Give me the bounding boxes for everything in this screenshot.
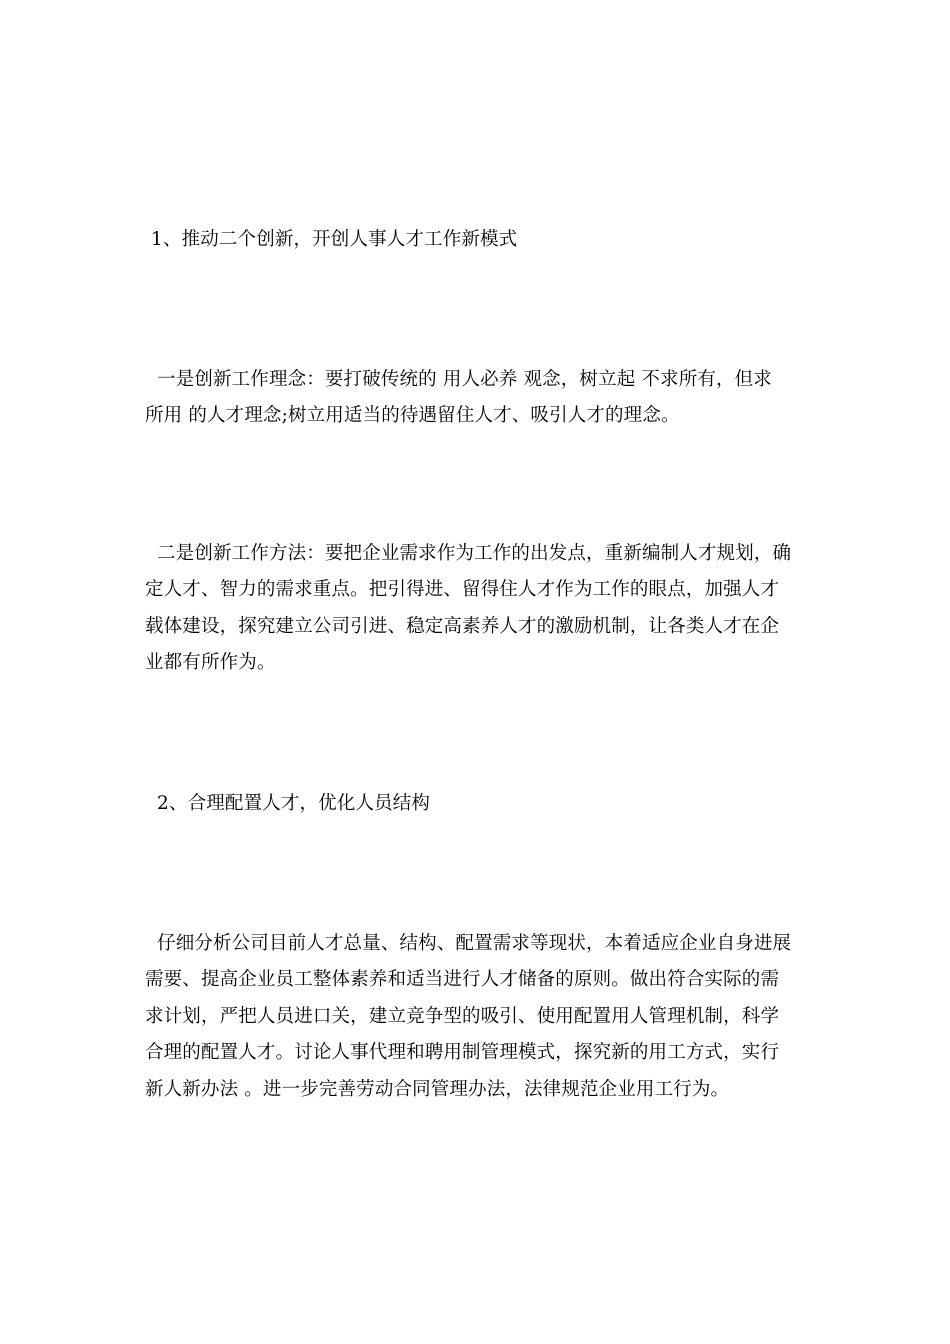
paragraph-2-line-3: 载体建设，探究建立公司引进、稳定高素养人才的激励机制，让各类人才在企 bbox=[145, 616, 780, 637]
paragraph-3-line-5: 新人新办法 。进一步完善劳动合同管理办法，法律规范企业用工行为。 bbox=[145, 1079, 730, 1100]
paragraph-2-line-4: 业都有所作为。 bbox=[145, 652, 276, 673]
paragraph-1-line-1: 一是创新工作理念：要打破传统的 用人必养 观念，树立起 不求所有，但求 bbox=[145, 369, 772, 390]
paragraph-2-line-2: 定人才、智力的需求重点。把引得进、留得住人才作为工作的眼点，加强人才 bbox=[145, 579, 780, 600]
paragraph-3-line-1: 仔细分析公司目前人才总量、结构、配置需求等现状，本着适应企业自身进展 bbox=[145, 933, 792, 954]
paragraph-3-line-4: 合理的配置人才。讨论人事代理和聘用制管理模式，探究新的用工方式，实行 bbox=[145, 1042, 780, 1063]
paragraph-3-line-3: 求计划，严把人员进口关，建立竞争型的吸引、使用配置用人管理机制，科学 bbox=[145, 1006, 780, 1027]
paragraph-3-line-2: 需要、提高企业员工整体素养和适当进行人才储备的原则。做出符合实际的需 bbox=[145, 969, 780, 990]
paragraph-1-line-2: 所用 的人才理念;树立用适当的待遇留住人才、吸引人才的理念。 bbox=[145, 405, 680, 426]
section-heading-1: 1、推动二个创新，开创人事人才工作新模式 bbox=[145, 229, 518, 250]
paragraph-2-line-1: 二是创新工作方法：要把企业需求作为工作的出发点，重新编制人才规划，确 bbox=[145, 543, 792, 564]
section-heading-2: 2、合理配置人才，优化人员结构 bbox=[145, 793, 431, 814]
